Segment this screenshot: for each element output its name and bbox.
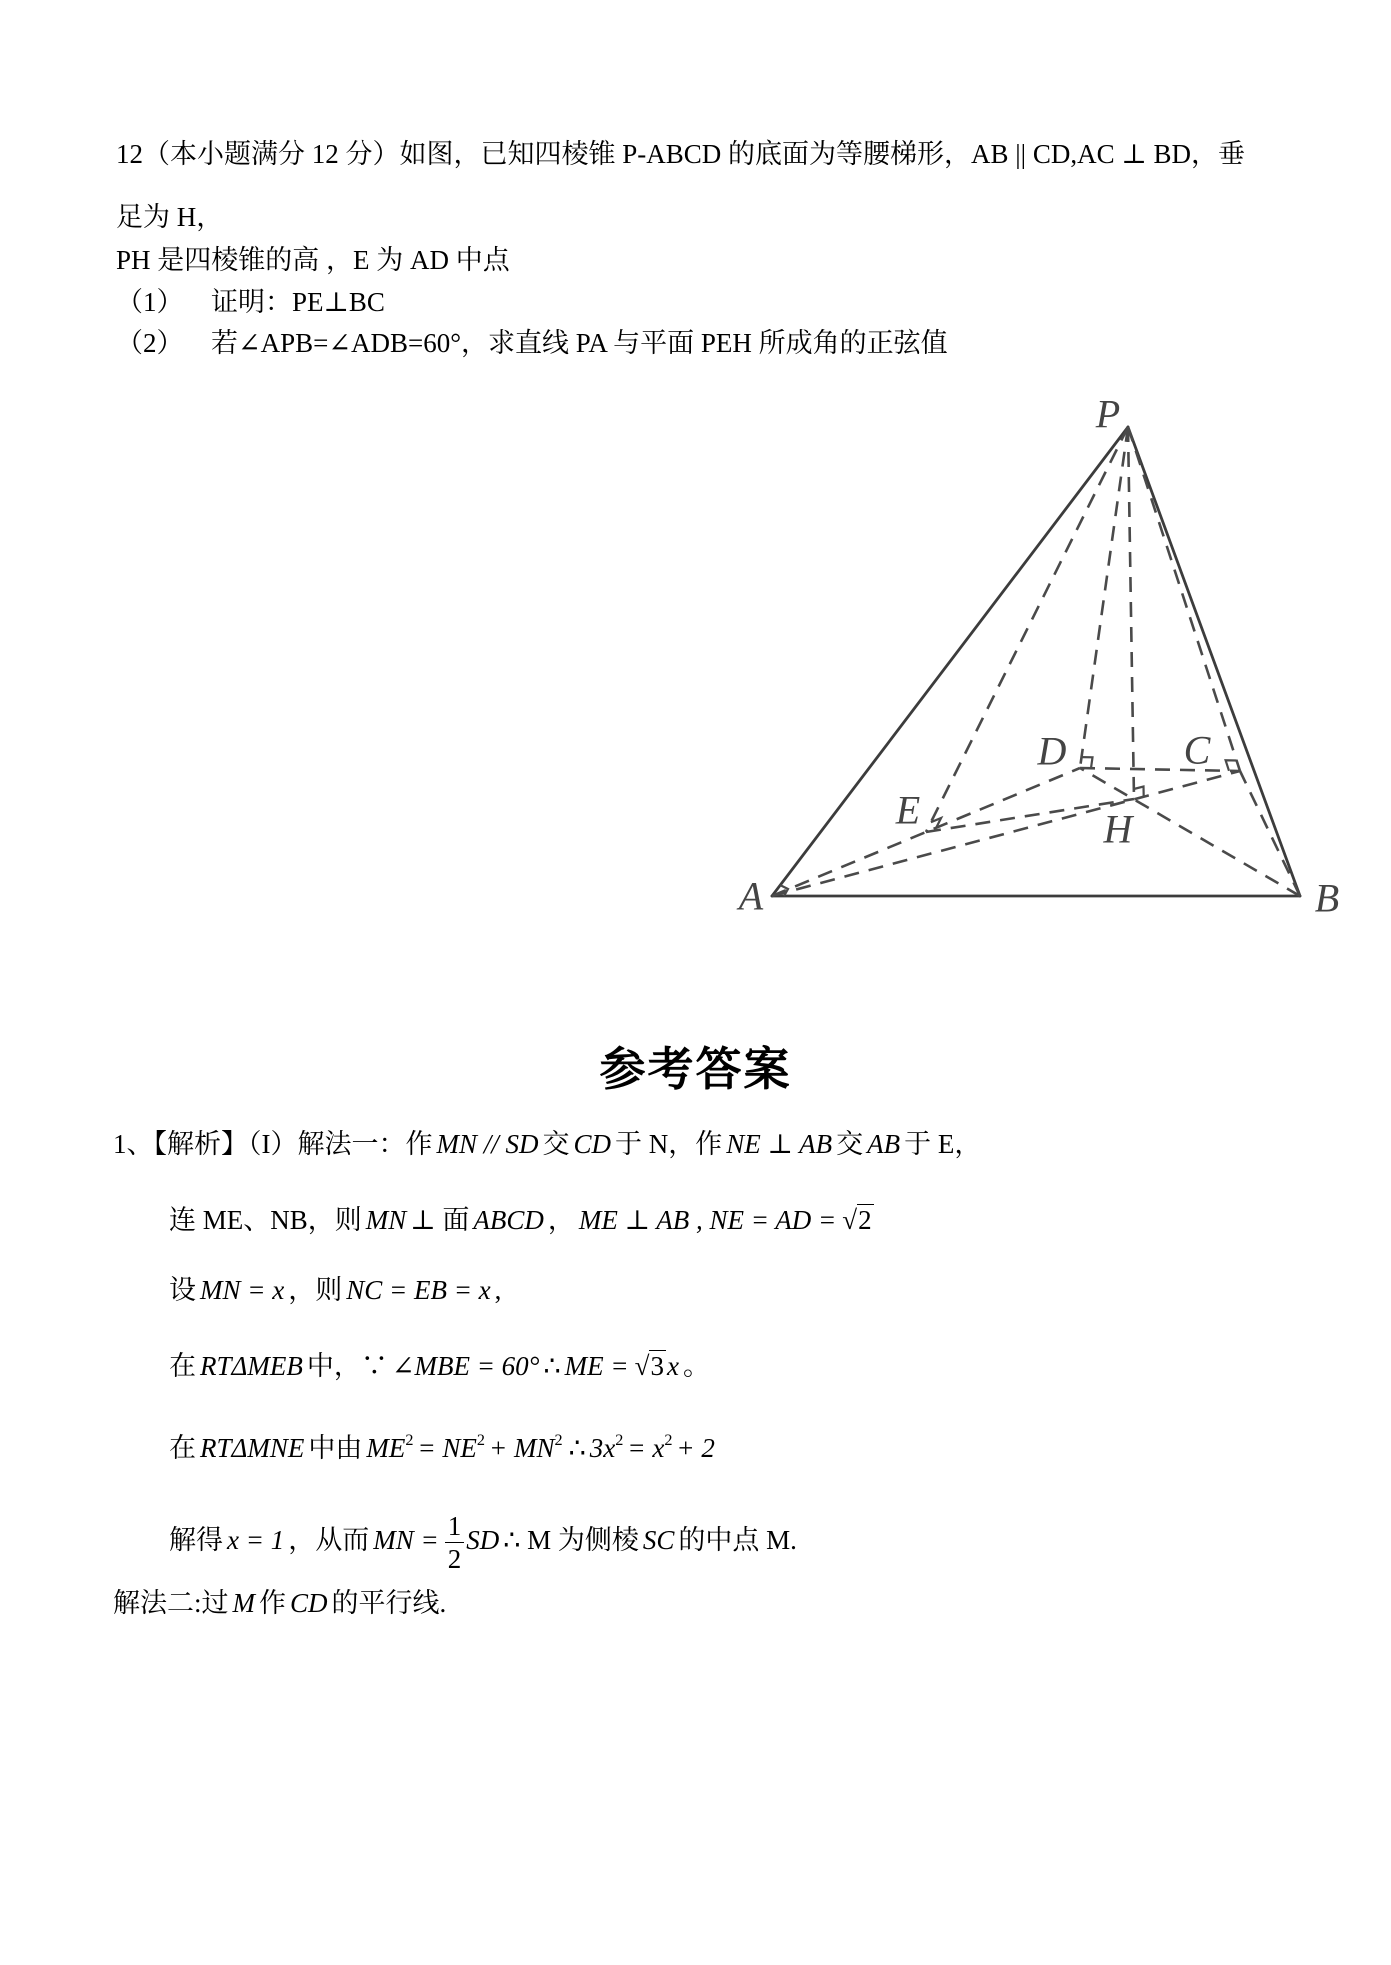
part-label: （1） [116,287,184,317]
part-text: 证明：PE⊥BC [211,287,385,317]
text: ，从而 [288,1525,370,1556]
math-expression: NC = EB = x [346,1275,491,1305]
edge-PH [1128,427,1134,799]
pyramid-figure [720,380,1380,940]
text: 交 [542,1129,570,1159]
radical-sign-icon: √ [634,1351,650,1381]
fraction [445,1512,465,1574]
edge-PB [1128,427,1300,896]
edge-PD [1080,427,1128,768]
part-label: （2） [116,328,184,358]
edge-PC [1128,427,1240,771]
math-expression: RTΔMNE [200,1433,305,1463]
right-angle-mark-C [1226,760,1237,771]
answer-line-3 [169,1273,501,1307]
text: 连 ME、NB，则 [169,1205,362,1235]
math-expression: MN [365,1205,407,1235]
exponent: 2 [405,1430,414,1449]
text: 在 [169,1433,196,1463]
square-root [842,1203,873,1237]
text: 于 E， [904,1129,982,1159]
math-expression: ME ⊥ AB , NE = AD = [578,1205,837,1235]
answer-line-6 [169,1512,797,1574]
text: 的中点 M. [678,1525,797,1556]
answer-line-5 [169,1431,719,1465]
question-part-1 [116,285,385,319]
text: 中由 [308,1433,363,1463]
text: ∴ [568,1433,586,1463]
math-expression: = NE [417,1433,477,1463]
text: 于 N，作 [615,1129,723,1159]
exponent: 2 [476,1430,486,1449]
math-expression: 3x [589,1433,616,1463]
math-expression: MN = [373,1525,439,1556]
math-expression: NE ⊥ AB [726,1129,833,1159]
text: , [494,1275,502,1305]
text: 作 [259,1588,287,1618]
text: ， [547,1205,575,1235]
fraction-numerator: 1 [445,1512,465,1543]
text: 在 [169,1351,196,1381]
text: ∴ [543,1351,561,1381]
vertex-label-H: H [1103,806,1133,852]
math-expression: SD [466,1525,500,1556]
question-part-2 [116,326,948,360]
text: ，则 [288,1275,343,1305]
radicand: 2 [858,1205,872,1235]
exponent: 2 [615,1430,624,1449]
math-expression: MN // SD [436,1129,539,1159]
math-expression: x = 1 [227,1525,285,1556]
fraction-denominator: 2 [447,1544,462,1575]
math-expression: x [666,1351,679,1381]
vertex-label-B: B [1314,875,1340,921]
text: 解法二:过 [113,1588,229,1618]
math-expression: AB [867,1129,901,1159]
vertex-label-C: C [1183,727,1211,773]
math-expression: ∠MBE = 60° [391,1351,540,1381]
radicand: 3 [650,1351,664,1381]
text: 1、【解析】（I）解法一：作 [113,1129,433,1159]
vertex-label-A: A [738,873,764,919]
part-text: 若∠APB=∠ADB=60°，求直线 PA 与平面 PEH 所成角的正弦值 [211,328,948,358]
math-expression: RTΔMEB [200,1351,303,1381]
math-expression: = x [627,1433,665,1463]
vertex-label-P: P [1095,391,1121,437]
edge-DC [1080,768,1240,771]
math-expression: + MN [489,1433,555,1463]
vertex-label-E: E [895,787,921,833]
answer-line-2 [169,1203,874,1237]
text: 的平行线. [331,1588,447,1618]
text: ∴ M 为侧棱 [503,1525,639,1556]
right-angle-mark-D [1082,757,1093,768]
text: ⊥ 面 [410,1205,470,1235]
math-expression: CD [290,1588,328,1618]
math-expression: M [232,1588,256,1618]
diagonal-AC [772,771,1240,896]
answer-heading: 参考答案 [599,1044,792,1095]
question-line-2: 足为 H， [116,202,224,232]
answer-line-4 [169,1349,710,1383]
question-line-1: 12（本小题满分 12 分）如图，已知四棱锥 P-ABCD 的底面为等腰梯形，AB || CD,AC ⊥ BD，垂 [116,139,1246,169]
vertex-label-D: D [1037,728,1067,774]
text: 。 [682,1351,710,1381]
square-root [635,1349,666,1383]
math-expression: SC [642,1525,675,1556]
math-expression: ME [366,1433,406,1463]
right-angle-mark-H [1134,787,1144,797]
edge-PE [926,427,1128,832]
text: 解得 [169,1525,223,1556]
text: 交 [836,1129,864,1159]
math-expression: ABCD [473,1205,544,1235]
math-expression: + 2 [676,1433,715,1463]
math-expression: ME = [564,1351,629,1381]
exponent: 2 [664,1430,673,1449]
text: 设 [169,1275,196,1305]
question-line-3: PH 是四棱锥的高 ，E 为 AD 中点 [116,245,510,275]
math-expression: CD [573,1129,612,1159]
exponent: 2 [554,1430,563,1449]
edge-PA [772,427,1128,896]
answer-line-1 [113,1127,981,1161]
answer-line-7 [113,1586,446,1620]
radical-sign-icon: √ [842,1205,858,1235]
math-expression: MN = x [200,1275,285,1305]
text: 中，∵ [306,1351,388,1381]
